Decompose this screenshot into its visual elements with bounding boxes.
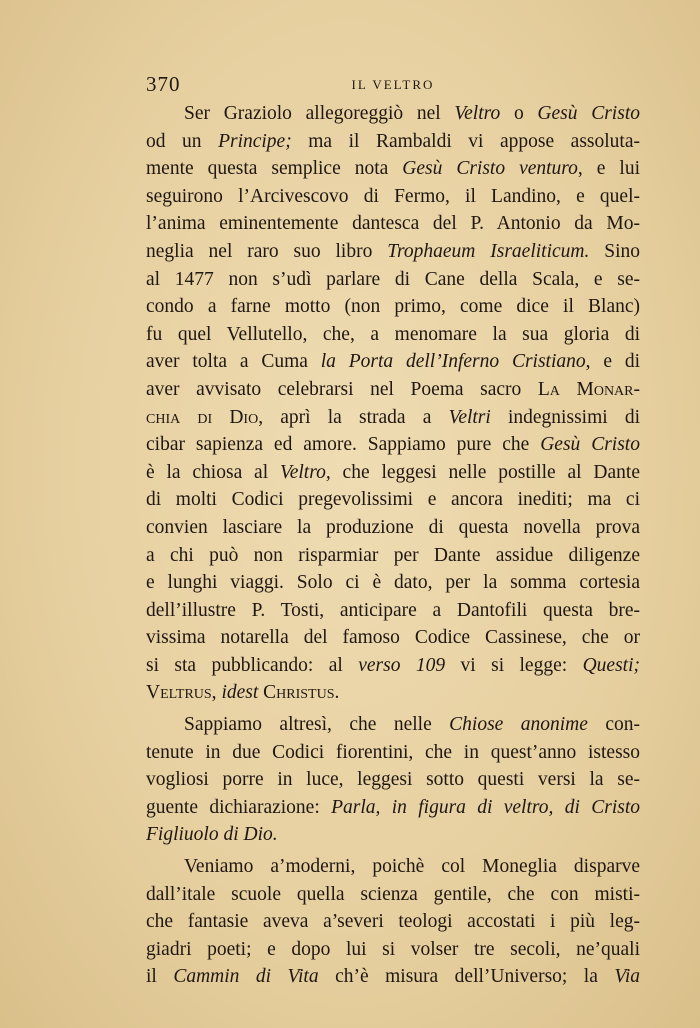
text-line bbox=[146, 624, 640, 652]
text-run: Sappiamo altresì, che nelle bbox=[184, 714, 450, 736]
italic-text: Gesù Cristo bbox=[540, 434, 640, 456]
italic-text: verso 109 bbox=[358, 654, 446, 676]
small-caps-text: chia di Dio bbox=[146, 406, 259, 428]
text-run: di molti Codici pregevolissimi e ancora inediti; ma ci bbox=[146, 489, 640, 511]
text-run: ch’è misura dell’Universo; la bbox=[318, 966, 615, 988]
text-run: guente dichiarazione: bbox=[146, 796, 332, 818]
text-run: condo a farne motto (non primo, come dice il Blanc) bbox=[146, 296, 640, 318]
text-run: indegnissimi di bbox=[490, 406, 640, 428]
small-caps-text: Veltrus, bbox=[146, 682, 217, 704]
text-run: vi si legge: bbox=[445, 654, 583, 676]
paragraph bbox=[146, 711, 640, 849]
text-line bbox=[146, 238, 640, 266]
text-run: aver tolta a Cuma bbox=[146, 351, 321, 373]
text-line bbox=[146, 514, 640, 542]
italic-text: Parla, in figura di veltro, di Cristo bbox=[331, 796, 640, 818]
text-line bbox=[146, 266, 640, 294]
running-header bbox=[146, 72, 640, 100]
text-line bbox=[146, 459, 640, 487]
text-line bbox=[146, 853, 640, 881]
text-line bbox=[146, 963, 640, 991]
italic-text: Figliuolo di Dio. bbox=[146, 824, 278, 846]
text-line bbox=[146, 542, 640, 570]
text-line bbox=[146, 711, 640, 739]
text-run: Veniamo a’moderni, poichè col Moneglia disparve bbox=[184, 856, 640, 878]
text-run: si sta pubblicando: al bbox=[146, 654, 359, 676]
text-run: con- bbox=[587, 714, 640, 736]
text-line bbox=[146, 100, 640, 128]
text-line bbox=[146, 652, 640, 680]
text-line bbox=[146, 155, 640, 183]
text-run: neglia nel raro suo libro bbox=[146, 240, 388, 262]
text-line bbox=[146, 679, 640, 707]
text-run: il bbox=[146, 966, 174, 988]
text-run: che fantasie aveva a’severi teologi accostati i più leg- bbox=[146, 911, 640, 933]
text-line bbox=[146, 348, 640, 376]
italic-text: Veltri bbox=[448, 406, 491, 428]
small-caps-text: La Monar- bbox=[537, 378, 640, 400]
text-line bbox=[146, 431, 640, 459]
text-run: dell’illustre P. Tosti, anticipare a Dantofili questa bre- bbox=[146, 599, 640, 621]
text-line bbox=[146, 766, 640, 794]
italic-text: Veltro bbox=[454, 103, 501, 124]
text-run: cibar sapienza ed amore. Sappiamo pure che bbox=[146, 434, 541, 456]
text-run: a chi può non risparmiar per Dante assidue diligenze bbox=[146, 544, 640, 566]
text-run: fu quel Vellutello, che, a menomare la sua gloria di bbox=[146, 323, 640, 345]
text-line bbox=[146, 210, 640, 238]
text-run: , e di bbox=[585, 351, 640, 373]
text-run: convien lasciare la produzione di questa novella prova bbox=[146, 516, 640, 538]
italic-text: Veltro, bbox=[279, 461, 331, 483]
text-run: o bbox=[500, 103, 538, 124]
text-run: e lunghi viaggi. Solo ci è dato, per la somma cortesia bbox=[146, 572, 640, 594]
small-caps-text: Christus. bbox=[263, 682, 340, 704]
text-run: dall’itale scuole quella scienza gentile, che con misti- bbox=[146, 883, 640, 905]
running-title: IL VELTRO bbox=[351, 77, 435, 92]
paragraph bbox=[146, 853, 640, 991]
body-text bbox=[146, 100, 640, 991]
italic-text: Questi; bbox=[582, 654, 640, 676]
text-line bbox=[146, 128, 640, 156]
text-line bbox=[146, 404, 640, 432]
italic-text: idest bbox=[221, 682, 259, 704]
text-line bbox=[146, 739, 640, 767]
text-run: giadri poeti; e dopo lui si volser tre secoli, ne’quali bbox=[146, 938, 640, 960]
text-run: Ser Graziolo allegoreggiò nel bbox=[184, 103, 455, 124]
text-line bbox=[146, 794, 640, 822]
italic-text: Trophaeum Israeliticum. bbox=[387, 240, 590, 262]
text-line bbox=[146, 936, 640, 964]
text-run: seguirono l’Arcivescovo di Fermo, il Landino, e quel- bbox=[146, 185, 640, 207]
text-line bbox=[146, 908, 640, 936]
text-run: ma il Rambaldi vi appose assoluta- bbox=[291, 130, 640, 152]
text-run: Sino bbox=[589, 240, 640, 262]
italic-text: Via bbox=[614, 966, 640, 988]
italic-text: Chiose anonime bbox=[449, 714, 588, 736]
text-line bbox=[146, 569, 640, 597]
italic-text: la Porta dell’Inferno Cristiano bbox=[320, 351, 586, 373]
text-run: mente questa semplice nota bbox=[146, 158, 403, 180]
italic-text: Gesù Cristo venturo bbox=[402, 158, 578, 180]
text-run: vissima notarella del famoso Codice Cassinese, che or bbox=[146, 627, 640, 649]
text-run: , e lui bbox=[577, 158, 640, 180]
text-line bbox=[146, 293, 640, 321]
text-line bbox=[146, 321, 640, 349]
text-run: od un bbox=[146, 130, 219, 152]
text-run: vogliosi porre in luce, leggesi sotto questi versi la se- bbox=[146, 769, 640, 791]
text-line bbox=[146, 881, 640, 909]
text-run: aver avvisato celebrarsi nel Poema sacro bbox=[146, 378, 538, 400]
text-line bbox=[146, 597, 640, 625]
text-line bbox=[146, 376, 640, 404]
text-run: al 1477 non s’udì parlare di Cane della Scala, e se- bbox=[146, 268, 640, 290]
text-line bbox=[146, 183, 640, 211]
page-number: 370 bbox=[146, 72, 181, 96]
text-run: tenute in due Codici fiorentini, che in quest’anno istesso bbox=[146, 741, 640, 763]
italic-text: Gesù Cristo bbox=[537, 103, 640, 124]
text-line bbox=[146, 821, 640, 849]
text-run: che leggesi nelle postille al Dante bbox=[330, 461, 640, 483]
italic-text: Principe; bbox=[218, 130, 292, 152]
text-run: è la chiosa al bbox=[146, 461, 280, 483]
text-line bbox=[146, 486, 640, 514]
text-run: l’anima eminentemente dantesca del P. Antonio da Mo- bbox=[146, 213, 640, 235]
paragraph bbox=[146, 100, 640, 707]
text-run: , aprì la strada a bbox=[258, 406, 449, 428]
italic-text: Cammin di Vita bbox=[173, 966, 319, 988]
